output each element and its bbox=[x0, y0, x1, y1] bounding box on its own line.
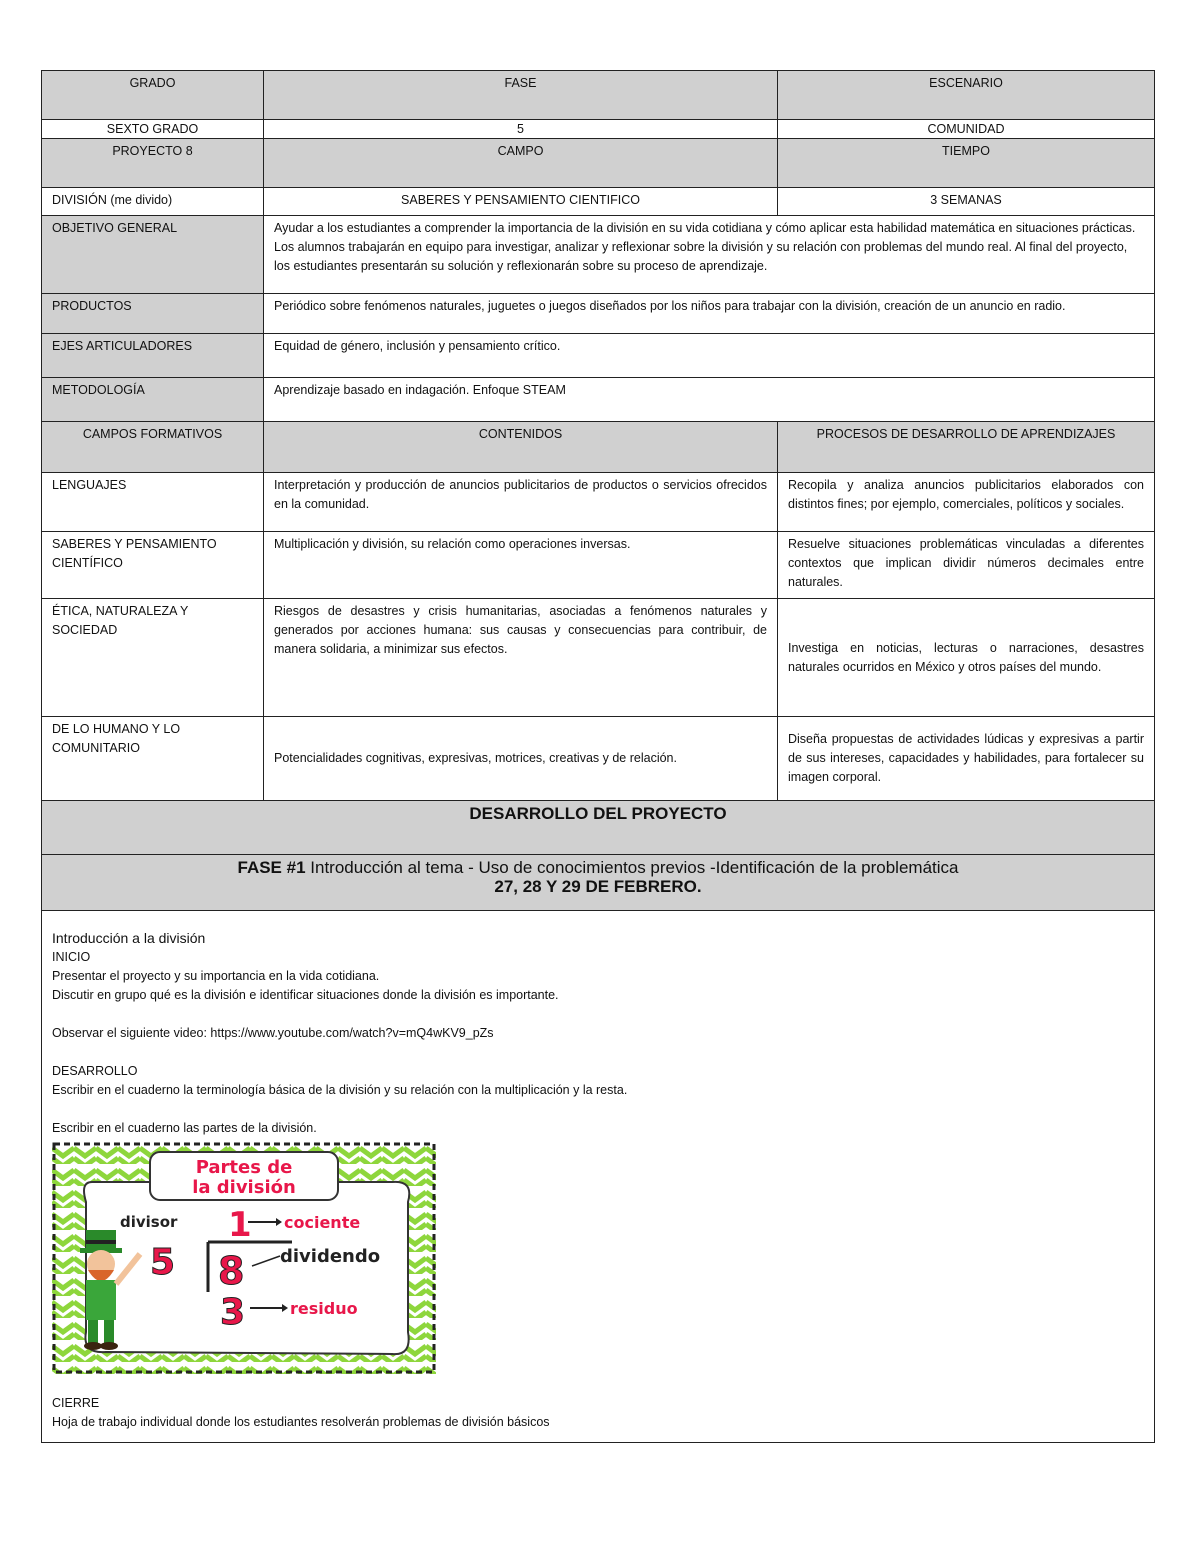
cierre-heading: CIERRE bbox=[52, 1396, 100, 1410]
campo-name: DE LO HUMANO Y LO COMUNITARIO bbox=[42, 717, 264, 801]
campo-row bbox=[42, 599, 1155, 717]
inicio-heading: INICIO bbox=[52, 950, 91, 964]
tiempo-label: TIEMPO bbox=[778, 139, 1155, 188]
header-row bbox=[42, 71, 1155, 120]
proyecto-value: DIVISIÓN (me divido) bbox=[42, 188, 264, 216]
fase-number: FASE #1 bbox=[237, 858, 306, 877]
campo-contenido: Interpretación y producción de anuncios publicitarios de productos o servicios ofrecidos en la comunidad. bbox=[264, 473, 778, 532]
metodologia-row bbox=[42, 378, 1155, 422]
division-parts-poster bbox=[52, 1142, 436, 1374]
productos-text: Periódico sobre fenómenos naturales, juguetes o juegos diseñados por los niños para trabajar con la división, creación de un anuncio en radio. bbox=[264, 294, 1155, 334]
productos-row bbox=[42, 294, 1155, 334]
desarrollo-title: DESARROLLO DEL PROYECTO bbox=[42, 801, 1155, 855]
campo-name: SABERES Y PENSAMIENTO CIENTÍFICO bbox=[42, 532, 264, 599]
cierre-line: Hoja de trabajo individual donde los estudiantes resolverán problemas de división básicos bbox=[52, 1415, 550, 1429]
divisor-label: divisor bbox=[120, 1213, 178, 1231]
tiempo-value: 3 SEMANAS bbox=[778, 188, 1155, 216]
ejes-text: Equidad de género, inclusión y pensamiento crítico. bbox=[264, 334, 1155, 378]
campo-value: SABERES Y PENSAMIENTO CIENTIFICO bbox=[264, 188, 778, 216]
desarrollo-line: Escribir en el cuaderno la terminología básica de la división y su relación con la multiplicación y la resta. bbox=[52, 1083, 628, 1097]
video-line: Observar el siguiente video: https://www.youtube.com/watch?v=mQ4wKV9_pZs bbox=[52, 1026, 494, 1040]
inicio-line: Discutir en grupo qué es la división e identificar situaciones donde la división es importante. bbox=[52, 988, 559, 1002]
project-values-row bbox=[42, 188, 1155, 216]
campos-col3: PROCESOS DE DESARROLLO DE APRENDIZAJES bbox=[778, 422, 1155, 473]
campos-col2: CONTENIDOS bbox=[264, 422, 778, 473]
residuo-label: residuo bbox=[290, 1299, 358, 1318]
session-title: Introducción a la división bbox=[52, 930, 206, 946]
campos-col1: CAMPOS FORMATIVOS bbox=[42, 422, 264, 473]
campo-contenido: Potencialidades cognitivas, expresivas, motrices, creativas y de relación. bbox=[264, 717, 778, 801]
project-header-row bbox=[42, 139, 1155, 188]
campo-name: ÉTICA, NATURALEZA Y SOCIEDAD bbox=[42, 599, 264, 717]
cociente-number: 1 bbox=[228, 1205, 252, 1245]
campo-row bbox=[42, 473, 1155, 532]
divisor-number: 5 bbox=[150, 1242, 176, 1283]
desarrollo-row bbox=[42, 801, 1155, 855]
campos-header-row bbox=[42, 422, 1155, 473]
session-cell bbox=[42, 911, 1155, 1443]
escenario-value: COMUNIDAD bbox=[778, 120, 1155, 139]
fase-cell bbox=[42, 855, 1155, 911]
ejes-row bbox=[42, 334, 1155, 378]
campo-name: LENGUAJES bbox=[42, 473, 264, 532]
cociente-label: cociente bbox=[284, 1213, 361, 1232]
objetivo-text: Ayudar a los estudiantes a comprender la importancia de la división en su vida cotidiana y cómo aplicar esta habilidad matemática en situaciones prácticas. Los alumnos trabajarán en equipo para investigar, analizar y reflexionar sobre la división y su relación con problemas del mundo real. Al final del proyecto, los estudiantes presentarán su solución y reflexionarán sobre su proceso de aprendizaje. bbox=[264, 216, 1155, 294]
poster-title-2: la división bbox=[192, 1177, 296, 1198]
metodologia-label: METODOLOGÍA bbox=[42, 378, 264, 422]
objetivo-label: OBJETIVO GENERAL bbox=[42, 216, 264, 294]
planning-table bbox=[41, 70, 1155, 1443]
campo-contenido: Multiplicación y división, su relación como operaciones inversas. bbox=[264, 532, 778, 599]
dividendo-number: 8 bbox=[218, 1249, 245, 1293]
fase-dates: 27, 28 Y 29 DE FEBRERO. bbox=[494, 877, 702, 896]
inicio-line: Presentar el proyecto y su importancia en la vida cotidiana. bbox=[52, 969, 380, 983]
campo-proceso: Diseña propuestas de actividades lúdicas y expresivas a partir de sus intereses, capacidades y habilidades, para fortalecer su imagen corporal. bbox=[778, 717, 1155, 801]
fase-row bbox=[42, 855, 1155, 911]
productos-label: PRODUCTOS bbox=[42, 294, 264, 334]
poster-title-1: Partes de bbox=[195, 1157, 293, 1178]
fase-label: FASE bbox=[264, 71, 778, 120]
session-row bbox=[42, 911, 1155, 1443]
fase-value: 5 bbox=[264, 120, 778, 139]
campo-row bbox=[42, 532, 1155, 599]
campo-proceso: Resuelve situaciones problemáticas vinculadas a diferentes contextos que implican dividir números decimales entre naturales. bbox=[778, 532, 1155, 599]
residuo-number: 3 bbox=[220, 1292, 246, 1333]
desarrollo-heading: DESARROLLO bbox=[52, 1064, 138, 1078]
campo-proceso: Investiga en noticias, lecturas o narraciones, desastres naturales ocurridos en México y otros países del mundo. bbox=[778, 599, 1155, 717]
campo-label: CAMPO bbox=[264, 139, 778, 188]
grado-value: SEXTO GRADO bbox=[42, 120, 264, 139]
campo-proceso: Recopila y analiza anuncios publicitarios elaborados con distintos fines; por ejemplo, comerciales, políticos y sociales. bbox=[778, 473, 1155, 532]
proyecto-label: PROYECTO 8 bbox=[42, 139, 264, 188]
dividendo-label: dividendo bbox=[280, 1246, 381, 1267]
ejes-label: EJES ARTICULADORES bbox=[42, 334, 264, 378]
escenario-label: ESCENARIO bbox=[778, 71, 1155, 120]
campo-contenido: Riesgos de desastres y crisis humanitarias, asociadas a fenómenos naturales y generados por acciones humana: sus causas y consecuencias para contribuir, de manera solidaria, a minimizar sus efectos. bbox=[264, 599, 778, 717]
metodologia-text: Aprendizaje basado en indagación. Enfoque STEAM bbox=[264, 378, 1155, 422]
desarrollo-line: Escribir en el cuaderno las partes de la división. bbox=[52, 1121, 317, 1135]
header-values-row bbox=[42, 120, 1155, 139]
grado-label: GRADO bbox=[42, 71, 264, 120]
campo-row bbox=[42, 717, 1155, 801]
fase-description: Introducción al tema - Uso de conocimientos previos -Identificación de la problemática bbox=[305, 858, 959, 877]
objetivo-row bbox=[42, 216, 1155, 294]
